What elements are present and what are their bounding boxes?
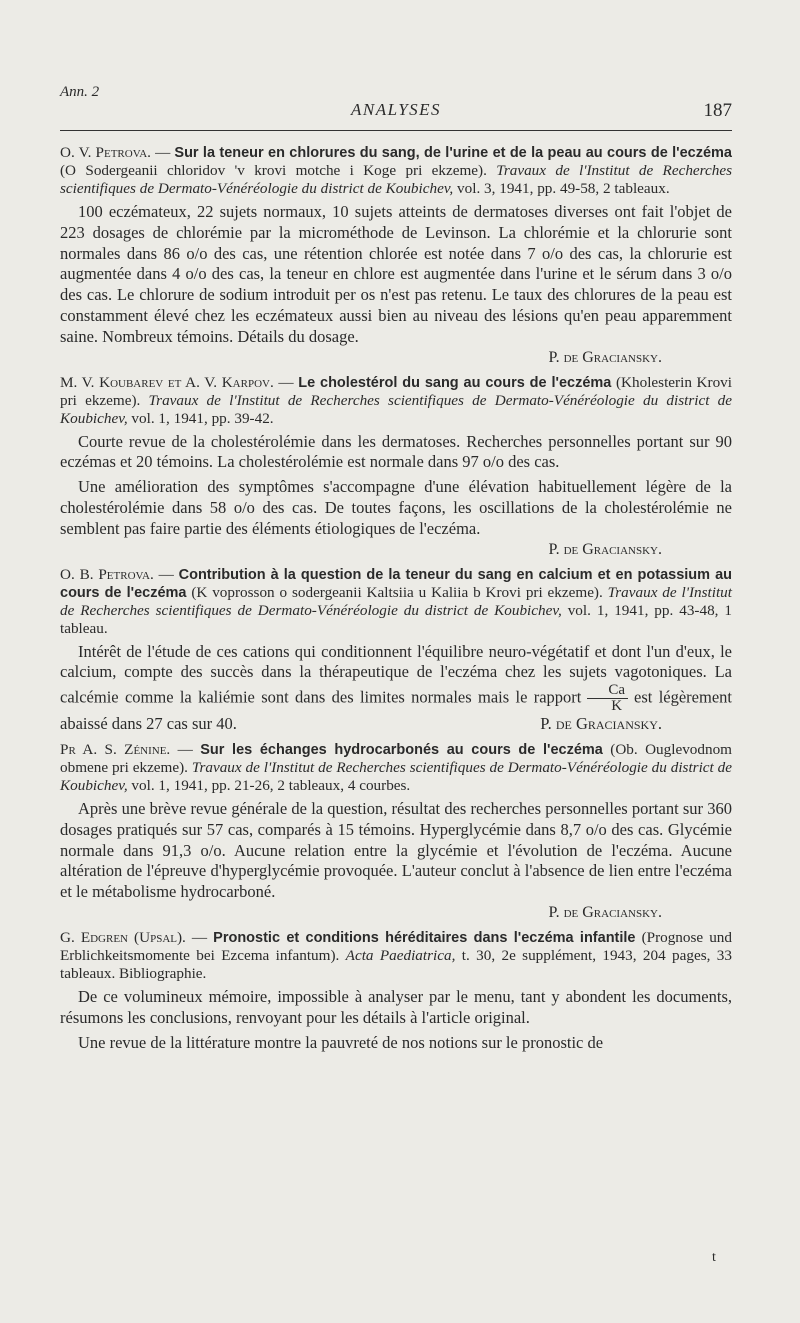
publication-details: vol. 1, 1941, pp. 43-48, 1 tableau. bbox=[60, 601, 732, 637]
reviewer-signature: P. de Graciansky. bbox=[540, 714, 662, 734]
abstract-entry bbox=[60, 741, 732, 923]
journal: Travaux de l'Institut de Recherches scientifiques de Dermato-Vénéréologie du district de Koubichev, bbox=[60, 162, 732, 197]
footer-mark: t bbox=[712, 1250, 716, 1265]
journal: Travaux de l'Institut de Recherches scientifiques de Dermato-Vénéréologie du district de Koubichev, bbox=[60, 583, 732, 619]
abstract-paragraph: Courte revue de la cholestérolémie dans les dermatoses. Recherches personnelles portant sur 90 eczémas et 20 témoins. La cholestérolémie est normale dans 97 o/o des cas. bbox=[60, 431, 732, 472]
authors: M. V. Koubarev et A. V. Karpov. bbox=[60, 373, 274, 391]
abstract-paragraph: Une revue de la littérature montre la pauvreté de nos notions sur le pronostic de bbox=[78, 1032, 604, 1052]
abstract-paragraph: De ce volumineux mémoire, impossible à analyser par le menu, tant y abondent les documents, résumons les conclusions, renvoyant pour les détails à l'article original. bbox=[60, 986, 732, 1027]
publication-details: vol. 3, 1941, pp. 49-58, 2 tableaux. bbox=[453, 180, 670, 197]
citation: M. V. Koubarev et A. V. Karpov. — Le cholestérol du sang au cours de l'eczéma (Kholesterin Krovi pri ekzeme). Travaux de l'Institut de Recherches scientifiques de Dermato-Vénéréologie du district de Koubichev, vol. 1, 1941, pp. 39-42. bbox=[60, 373, 732, 427]
article-title: Pronostic et conditions héréditaires dans l'eczéma infantile bbox=[213, 929, 636, 946]
reviewer-signature: P. de Graciansky. bbox=[548, 540, 662, 558]
authors: O. B. Petrova. bbox=[60, 565, 154, 583]
article-title: Sur les échanges hydrocarbonés au cours de l'eczéma bbox=[200, 741, 603, 758]
authors: Pr A. S. Zénine. bbox=[60, 740, 171, 758]
citation: G. Edgren (Upsal). — Pronostic et conditions héréditaires dans l'eczéma infantile (Prognose und Erblichkeitsmomente bei Ezcema infantum). Acta Paediatrica, t. 30, 2e supplément, 1943, 204 pages, 33 tableaux. Bibliographie. bbox=[60, 928, 732, 982]
abstract-paragraph: Intérêt de l'étude de ces cations qui conditionnent l'équilibre neuro-végétatif et dont l'un d'eux, le calcium, compte des succès dans la thérapeutique de l'eczéma chez les sujets vagotoniques. La calcémie comme la kaliémie sont dans des limites normales mais le rapport $\frac{Ca}{K}$ est légèrement abaissé dans 27 cas sur 40. P. de Graciansky. bbox=[60, 641, 732, 734]
citation: Pr A. S. Zénine. — Sur les échanges hydrocarbonés au cours de l'eczéma (Ob. Ouglevodnom obmene pri ekzeme). Travaux de l'Institut de Recherches scientifiques de Dermato-Vénéréologie du district de Koubichev, vol. 1, 1941, pp. 21-26, 2 tableaux, 4 courbes. bbox=[60, 740, 732, 794]
abstract-entry bbox=[60, 929, 732, 1053]
publication-details: vol. 1, 1941, pp. 39-42. bbox=[127, 409, 274, 427]
fraction-numerator: Ca bbox=[587, 683, 628, 699]
citation: O. V. Petrova. — Sur la teneur en chlorures du sang, de l'urine et de la peau au cours de l'eczéma (O Sodergeanii chloridov 'v krovi motche i Koge pri ekzeme). Travaux de l'Institut de Recherches scientifiques de Dermato-Vénéréologie du district de Koubichev, vol. 3, 1941, pp. 49-58, 2 tableaux. bbox=[60, 144, 732, 197]
publication-details: t. 30, 2e supplément, 1943, 204 pages, 33 tableaux. Bibliographie. bbox=[60, 946, 732, 982]
abstract-paragraph: Après une brève revue générale de la question, résultat des recherches personnelles portant sur 360 dosages pratiqués sur 57 cas, comparés à 15 témoins. Hyperglycémie dans 8,7 o/o des cas. Glycémie normale dans 91,3 o/o. Aucune relation entre la glycémie et l'évolution de l'eczéma. Aucune altération de l'épreuve d'hyperglycémie provoquée. L'auteur conclut à l'absence de lien entre l'eczéma et le métabolisme hydrocarboné. bbox=[60, 798, 732, 902]
fraction-denominator: K bbox=[611, 698, 623, 715]
journal: Acta Paediatrica, bbox=[345, 946, 456, 964]
section-title: ANALYSES bbox=[350, 100, 442, 119]
journal: Travaux de l'Institut de Recherches scientifiques de Dermato-Vénéréologie du district de Koubichev, bbox=[60, 391, 732, 427]
abstract-entry bbox=[60, 374, 732, 560]
journal: Travaux de l'Institut de Recherches scientifiques de Dermato-Vénéréologie du district de Koubichev, bbox=[60, 758, 732, 794]
publication-details: vol. 1, 1941, pp. 21-26, 2 tableaux, 4 courbes. bbox=[127, 776, 411, 794]
abstract-entry bbox=[60, 144, 732, 368]
abstract-paragraph: Une amélioration des symptômes s'accompagne d'une élévation habituellement légère de la cholestérolémie dans 58 o/o des cas. De toutes façons, les oscillations de la cholestérolémie ne semblent pas faire partie des éléments étiologiques de l'eczéma. bbox=[60, 477, 732, 538]
reviewer-signature: P. de Graciansky. bbox=[548, 348, 662, 366]
original-title: (K voprosson o sodergeanii Kaltsiia u Kaliia b Krovi pri ekzeme). bbox=[186, 583, 608, 601]
article-title: Contribution à la question de la teneur du sang en calcium et en potassium au cours de l'eczéma bbox=[60, 566, 733, 601]
journal-abbrev: Ann. 2 bbox=[60, 84, 100, 100]
original-title: (O Sodergeanii chloridov 'v krovi motche i Koge pri ekzeme). bbox=[60, 162, 497, 179]
original-title: (Prognose und Erblichkeitsmomente bei Ezcema infantum). bbox=[60, 928, 732, 964]
authors: O. V. Petrova. bbox=[60, 144, 151, 161]
article-list bbox=[60, 144, 732, 1059]
authors: G. Edgren (Upsal). bbox=[60, 928, 186, 946]
article-title: Le cholestérol du sang au cours de l'eczéma bbox=[298, 374, 612, 391]
header-rule bbox=[60, 130, 732, 131]
abstract-entry bbox=[60, 566, 732, 735]
citation: O. B. Petrova. — Contribution à la question de la teneur du sang en calcium et en potassium au cours de l'eczéma (K voprosson o sodergeanii Kaltsiia u Kaliia b Krovi pri ekzeme). Travaux de l'Institut de Recherches scientifiques de Dermato-Vénéréologie du district de Koubichev, vol. 1, 1941, pp. 43-48, 1 tableau. bbox=[60, 565, 733, 637]
page-number: 187 bbox=[703, 100, 732, 121]
abstract-paragraph: 100 eczémateux, 22 sujets normaux, 10 sujets atteints de dermatoses diverses ont fait l'objet de 223 dosages de chlorémie par la microméthode de Levinson. La chlorémie et la chlorurie sont normales dans 86 o/o des cas, une rétention chlorée est notée dans 7 o/o des cas, la chlorurie est augmentée dans 4 o/o des cas, la teneur en chlore est augmentée dans l'urine et le sérum dans 3 o/o des cas. Le chlorure de sodium introduit per os n'est pas retenu. Le taux des chlorures de la peau est constamment élevé chez les eczémateux aussi bien au niveau des lésions qu'en peau apparemment saine. Nombreux témoins. Détails du dosage. bbox=[60, 202, 732, 346]
original-title: (Ob. Ouglevodnom obmene pri ekzeme). bbox=[60, 740, 732, 776]
article-title: Sur la teneur en chlorures du sang, de l'urine et de la peau au cours de l'eczéma bbox=[174, 145, 732, 161]
running-head bbox=[60, 80, 732, 128]
ratio-fraction bbox=[587, 683, 628, 714]
reviewer-signature: P. de Graciansky. bbox=[548, 903, 662, 921]
original-title: (Kholesterin Krovi pri ekzeme). bbox=[60, 373, 732, 409]
